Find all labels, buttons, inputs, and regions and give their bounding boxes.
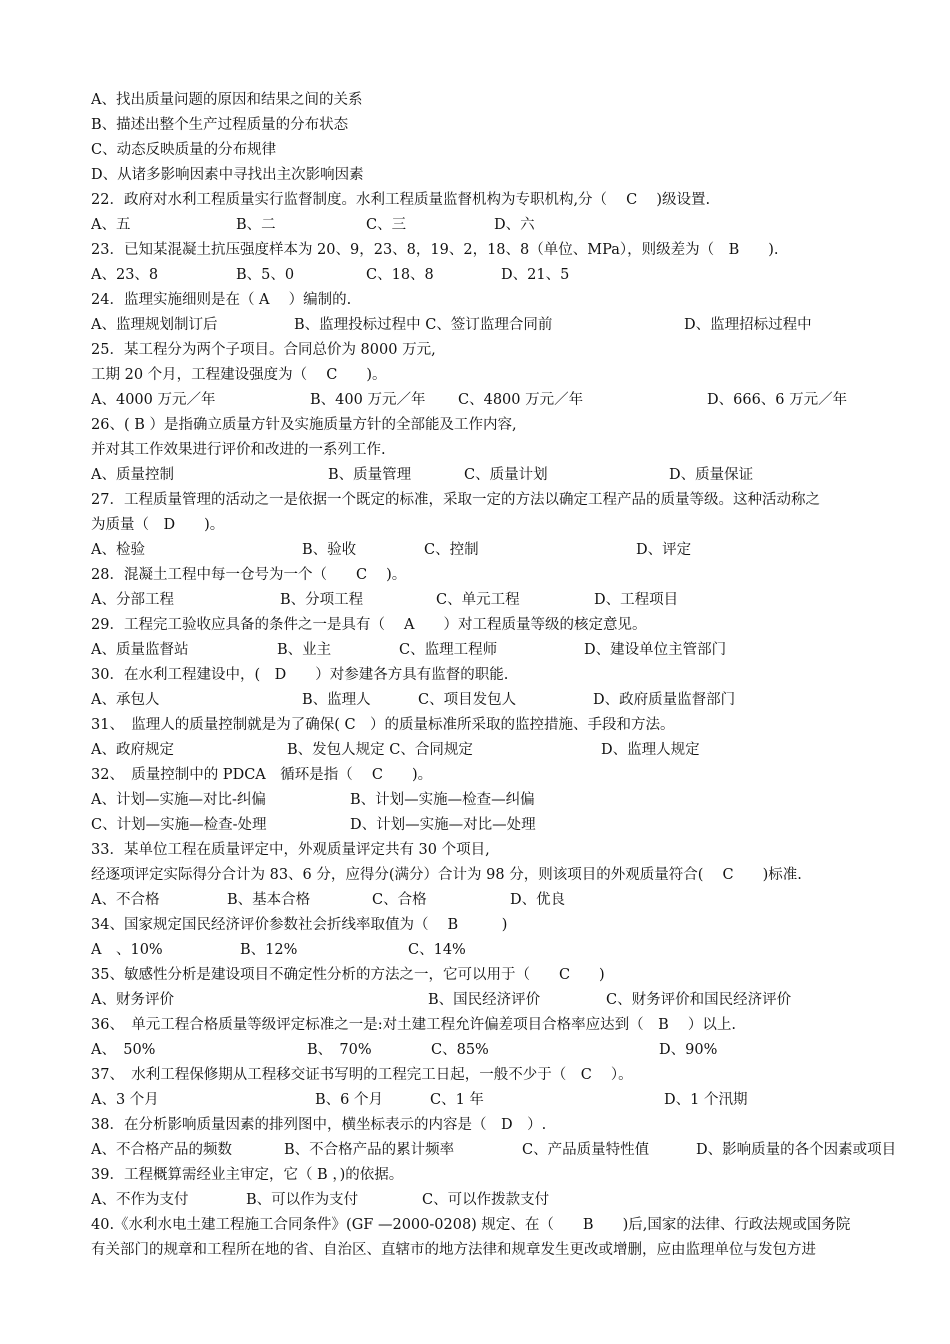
- option-row: [91, 1088, 931, 1112]
- option-text: B、二: [236, 217, 276, 233]
- option-text: B、基本合格: [227, 892, 311, 908]
- option-text: A、政府规定: [91, 742, 174, 758]
- option-text: C、监理工程师: [399, 642, 498, 658]
- option-text: B、6 个月: [315, 1092, 383, 1108]
- option-text: C、单元工程: [436, 592, 520, 608]
- option-row: [91, 263, 931, 287]
- option-row: [91, 988, 931, 1012]
- option-text: C、质量计划: [464, 467, 548, 483]
- text-line: 33．某单位工程在质量评定中，外观质量评定共有 30 个项目,: [91, 842, 490, 858]
- option-row: [91, 788, 931, 812]
- text-line: 30．在水利工程建设中，( D ）对参建各方具有监督的职能.: [91, 667, 509, 683]
- option-text: C、可以作拨款支付: [422, 1192, 550, 1208]
- option-row: [91, 388, 931, 412]
- option-text: B、验收: [302, 542, 357, 558]
- text-line: 25．某工程分为两个子项目。合同总价为 8000 万元,: [91, 342, 436, 358]
- option-row: [91, 813, 931, 837]
- option-row: [91, 538, 931, 562]
- option-text: A、质量控制: [91, 467, 174, 483]
- option-row: [91, 688, 931, 712]
- text-line: 24．监理实施细则是在（ A ）编制的.: [91, 292, 352, 308]
- option-text: D、1 个汛期: [664, 1092, 748, 1108]
- text-line: 28．混凝土工程中每一仓号为一个（ C )。: [91, 567, 407, 583]
- text-line: 27．工程质量管理的活动之一是依据一个既定的标准，采取一定的方法以确定工程产品的质量等级。这种活动称之: [91, 492, 820, 508]
- option-text: B、分项工程: [280, 592, 364, 608]
- text-line: 工期 20 个月，工程建设强度为（ C )。: [91, 367, 387, 383]
- text-line: C、动态反映质量的分布规律: [91, 142, 277, 158]
- option-text: D、质量保证: [669, 467, 754, 483]
- option-text: A、 50%: [91, 1042, 156, 1058]
- option-row: [91, 1188, 931, 1212]
- option-text: B、400 万元／年: [310, 392, 426, 408]
- option-text: C、85%: [431, 1042, 489, 1058]
- option-text: B、12%: [240, 942, 298, 958]
- option-text: A、23、8: [91, 267, 159, 283]
- option-text: A 、10%: [91, 942, 163, 958]
- text-line: 36、 单元工程合格质量等级评定标准之一是:对土建工程允许偏差项目合格率应达到（ B ）以上.: [91, 1017, 736, 1033]
- option-text: D、90%: [659, 1042, 718, 1058]
- text-line: 29．工程完工验收应具备的条件之一是具有（ A ）对工程质量等级的核定意见。: [91, 617, 647, 633]
- option-row: [91, 213, 931, 237]
- option-row: [91, 738, 931, 762]
- option-text: D、21、5: [501, 267, 570, 283]
- option-text: B、 70%: [307, 1042, 372, 1058]
- option-row: [91, 313, 931, 337]
- option-text: C、1 年: [430, 1092, 484, 1108]
- text-line: 40.《水利水电土建工程施工合同条件》(GF —2000-0208) 规定、在（ B )后,国家的法律、行政法规或国务院: [91, 1217, 851, 1233]
- option-text: C、三: [366, 217, 407, 233]
- option-text: A、财务评价: [91, 992, 174, 1008]
- text-line: 32、 质量控制中的 PDCA 循环是指（ C )。: [91, 767, 433, 783]
- option-text: D、666、6 万元／年: [707, 392, 848, 408]
- option-row: [91, 463, 931, 487]
- option-text: A、不作为支付: [91, 1192, 189, 1208]
- option-text: D、优良: [510, 892, 566, 908]
- text-line: 34、国家规定国民经济评价参数社会折线率取值为（ B ): [91, 917, 508, 933]
- option-text: C、合格: [372, 892, 427, 908]
- text-line: B、描述出整个生产过程质量的分布状态: [91, 117, 349, 133]
- option-text: A、4000 万元／年: [91, 392, 216, 408]
- option-text: C、项目发包人: [418, 692, 517, 708]
- option-row: [91, 638, 931, 662]
- text-line: 为质量（ D )。: [91, 517, 225, 533]
- option-text: C、计划—实施—检查-处理: [91, 817, 267, 833]
- option-text: A、承包人: [91, 692, 160, 708]
- option-row: [91, 1138, 931, 1162]
- option-text: B、可以作为支付: [246, 1192, 359, 1208]
- text-line: 经逐项评定实际得分合计为 83、6 分，应得分(满分）合计为 98 分，则该项目的外观质量符合( C )标准.: [91, 867, 802, 883]
- text-line: 22．政府对水利工程质量实行监督制度。水利工程质量监督机构为专职机构,分（ C )级设置.: [91, 192, 711, 208]
- option-text: A、分部工程: [91, 592, 174, 608]
- text-line: 37、 水利工程保修期从工程移交证书写明的工程完工日起，一般不少于（ C ）。: [91, 1067, 633, 1083]
- option-row: [91, 588, 931, 612]
- text-line: 23．已知某混凝土抗压强度样本为 20、9，23、8，19、2，18、8（单位、MPa），则级差为（ B ).: [91, 242, 779, 258]
- option-row: [91, 938, 931, 962]
- option-text: C、4800 万元／年: [458, 392, 584, 408]
- option-text: A、五: [91, 217, 131, 233]
- option-text: B、5、0: [236, 267, 295, 283]
- option-text: C、财务评价和国民经济评价: [606, 992, 792, 1008]
- option-text: A、质量监督站: [91, 642, 189, 658]
- option-row: [91, 1038, 931, 1062]
- option-text: A、不合格: [91, 892, 160, 908]
- option-text: A、3 个月: [91, 1092, 159, 1108]
- option-text: C、14%: [408, 942, 466, 958]
- text-line: 并对其工作效果进行评价和改进的一系列工作.: [91, 442, 386, 458]
- option-text: B、不合格产品的累计频率: [284, 1142, 455, 1158]
- text-line: 26、( B ）是指确立质量方针及实施质量方针的全部能及工作内容,: [91, 417, 517, 433]
- option-text: D、建设单位主管部门: [584, 642, 727, 658]
- option-text: D、评定: [636, 542, 692, 558]
- text-line: 35、敏感性分析是建设项目不确定性分析的方法之一，它可以用于（ C ): [91, 967, 605, 983]
- option-text: A、计划—实施—对比-纠偏: [91, 792, 266, 808]
- option-text: C、控制: [424, 542, 479, 558]
- option-text: B、国民经济评价: [428, 992, 541, 1008]
- option-text: B、监理投标过程中 C、签订监理合同前: [294, 317, 553, 333]
- option-text: D、影响质量的各个因素或项目: [696, 1142, 897, 1158]
- option-text: D、工程项目: [594, 592, 679, 608]
- text-line: 31、 监理人的质量控制就是为了确保( C ）的质量标准所采取的监控措施、手段和方法。: [91, 717, 675, 733]
- text-line: D、从诸多影响因素中寻找出主次影响因素: [91, 167, 364, 183]
- text-line: 39．工程概算需经业主审定，它（ B ，)的依据。: [91, 1167, 404, 1183]
- option-text: D、监理人规定: [601, 742, 700, 758]
- option-text: A、检验: [91, 542, 145, 558]
- option-text: D、政府质量监督部门: [593, 692, 736, 708]
- option-text: B、发包人规定 C、合同规定: [287, 742, 473, 758]
- option-text: C、18、8: [366, 267, 434, 283]
- option-text: B、业主: [277, 642, 332, 658]
- option-text: C、产品质量特性值: [522, 1142, 650, 1158]
- option-row: [91, 888, 931, 912]
- option-text: A、监理规划制订后: [91, 317, 218, 333]
- option-text: D、监理招标过程中: [684, 317, 812, 333]
- text-line: 38．在分析影响质量因素的排列图中，横坐标表示的内容是（ D ）.: [91, 1117, 547, 1133]
- option-text: D、六: [494, 217, 535, 233]
- text-line: 有关部门的规章和工程所在地的省、自治区、直辖市的地方法律和规章发生更改或增删，应由监理单位与发包方进: [91, 1242, 816, 1258]
- option-text: B、监理人: [302, 692, 371, 708]
- option-text: B、计划—实施—检查—纠偏: [350, 792, 535, 808]
- text-line: A、找出质量问题的原因和结果之间的关系: [91, 92, 363, 108]
- option-text: B、质量管理: [328, 467, 412, 483]
- option-text: A、不合格产品的频数: [91, 1142, 232, 1158]
- option-text: D、计划—实施—对比—处理: [350, 817, 536, 833]
